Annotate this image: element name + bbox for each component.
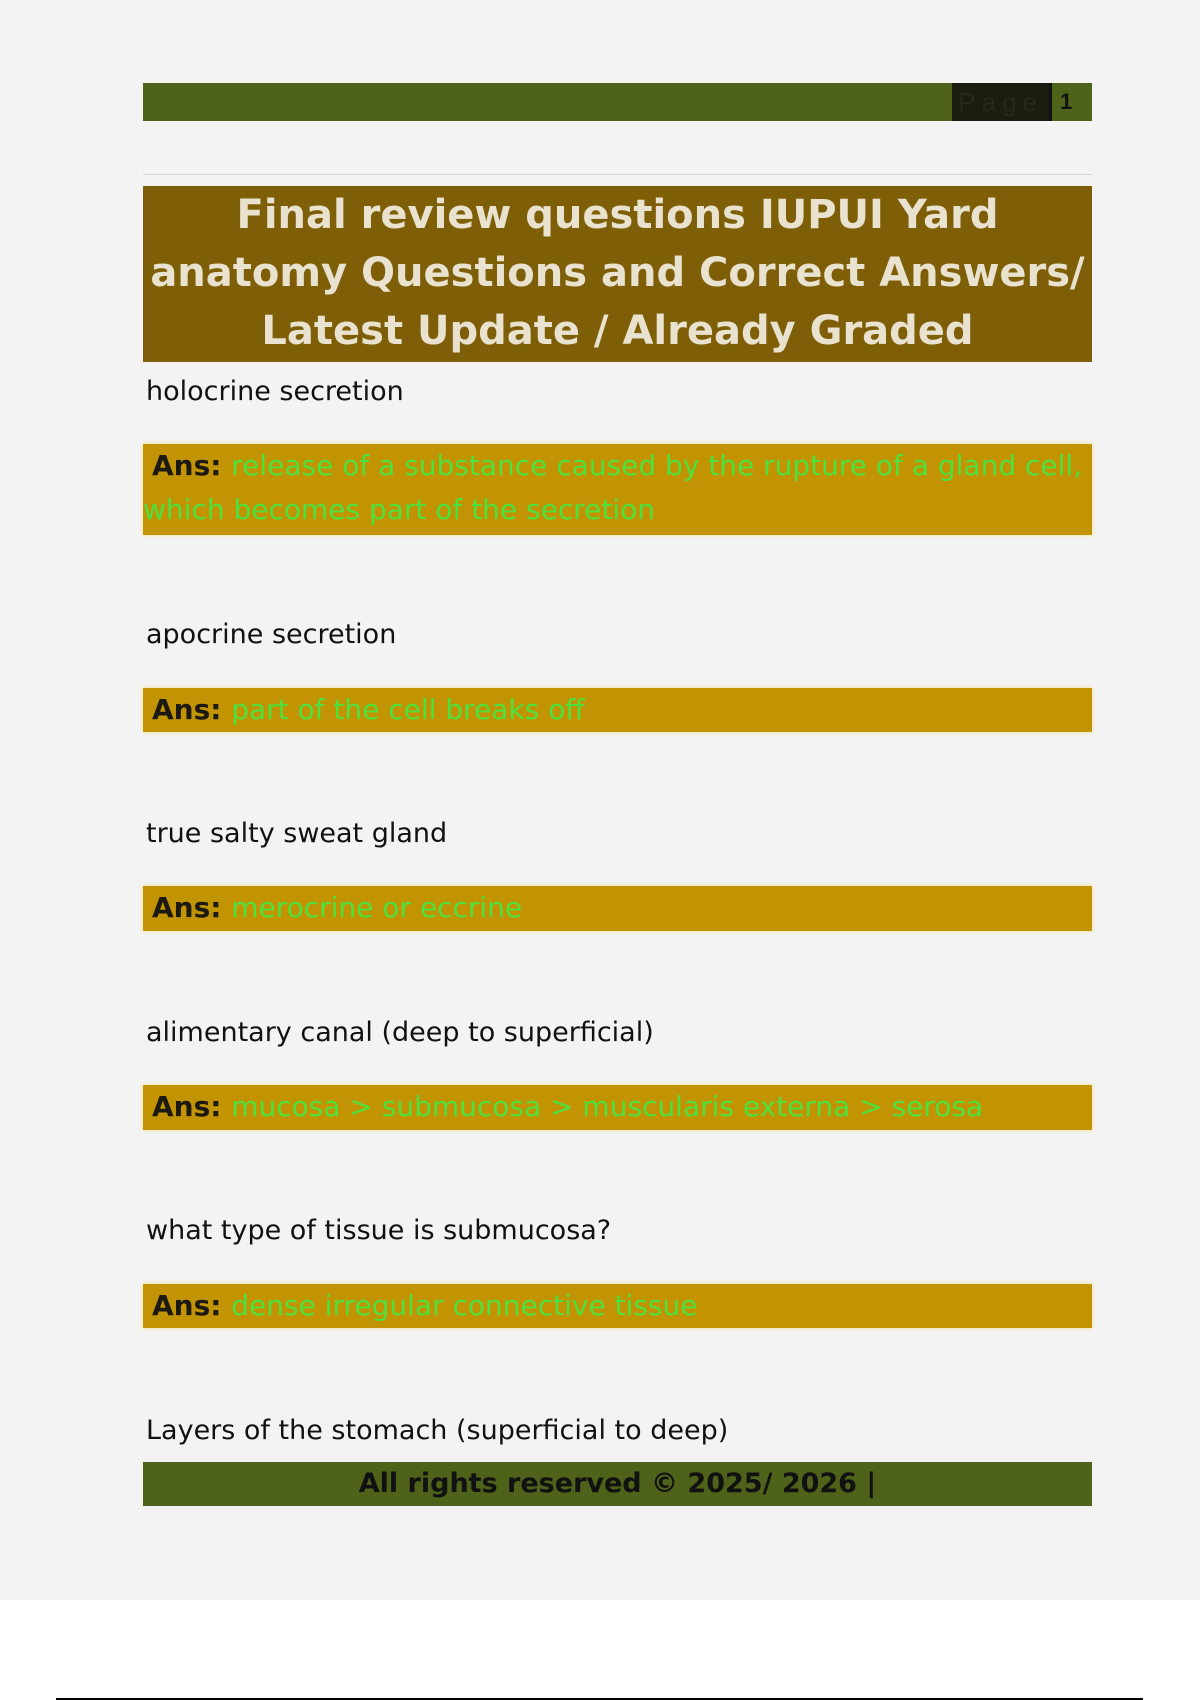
answer-box: [143, 1085, 1092, 1130]
answer-box: [143, 688, 1092, 732]
answer-label: Ans:: [152, 449, 232, 482]
copyright-text: All rights reserved © 2025/ 2026 |: [358, 1468, 877, 1499]
answer-label: Ans:: [152, 891, 232, 924]
page-number: 1: [1049, 83, 1092, 121]
answer-box: [143, 1284, 1092, 1328]
answer-text: dense irregular connective tissue: [231, 1289, 698, 1322]
answer-box: [143, 444, 1092, 535]
answer-text: merocrine or eccrine: [231, 891, 523, 924]
answer-label: Ans:: [152, 693, 232, 726]
page-label: Page: [952, 83, 1049, 121]
question-text: true salty sweat gland: [146, 818, 448, 849]
question-text: Layers of the stomach (superficial to deep): [146, 1415, 729, 1446]
page-footer-bar: [143, 1462, 1092, 1506]
answer-box: [143, 886, 1092, 931]
question-text: alimentary canal (deep to superficial): [146, 1017, 654, 1048]
answer-text: release of a substance caused by the rupture of a gland cell, which becomes part of the secretion: [143, 449, 1083, 526]
header-divider: [143, 174, 1092, 175]
answer-label: Ans:: [152, 1289, 232, 1322]
page-header-bar: [143, 83, 1092, 121]
answer-label: Ans:: [152, 1090, 232, 1123]
question-text: apocrine secretion: [146, 619, 397, 650]
answer-text: part of the cell breaks off: [231, 693, 585, 726]
question-text: what type of tissue is submucosa?: [146, 1215, 612, 1246]
document-title: Final review questions IUPUI Yard anatomy Questions and Correct Answers/ Latest Update / Already Graded: [143, 186, 1092, 362]
question-text: holocrine secretion: [146, 376, 404, 407]
answer-text: mucosa > submucosa > muscularis externa > serosa: [231, 1090, 984, 1123]
